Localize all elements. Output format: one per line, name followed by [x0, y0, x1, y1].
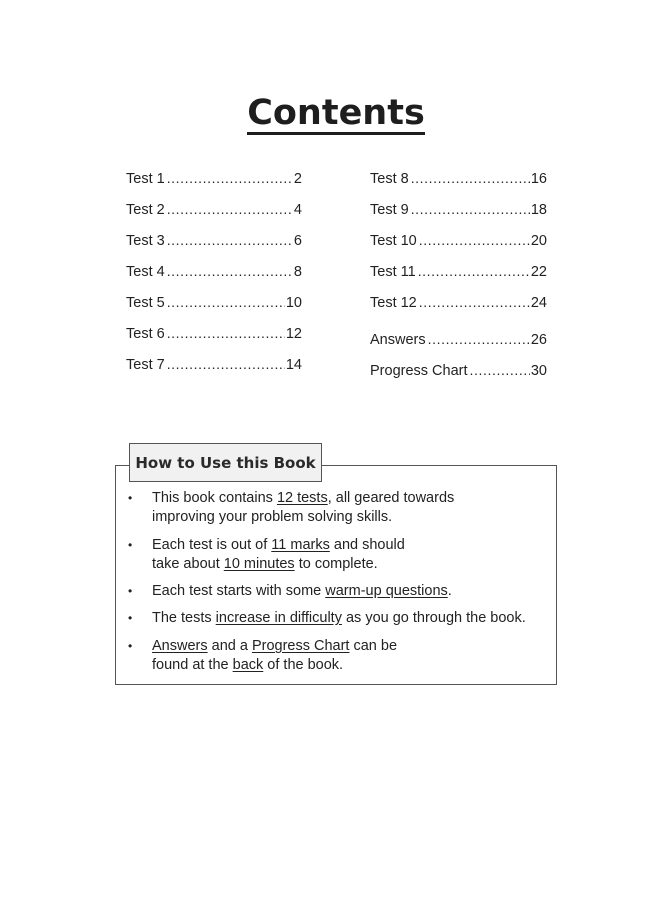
toc-entry[interactable] [126, 232, 302, 252]
toc-entry[interactable] [370, 170, 547, 190]
toc-entry-page: 22 [530, 264, 547, 280]
toc-entry-page: 8 [293, 264, 302, 280]
toc-leader-dots [411, 170, 530, 186]
toc-entry-page: 30 [530, 363, 547, 379]
toc-entry[interactable] [126, 201, 302, 221]
toc-entry[interactable] [126, 325, 302, 345]
toc-entry-label: Test 7 [126, 357, 165, 373]
underlined-text: back [232, 656, 264, 673]
text-run: Each test is out of [152, 537, 272, 553]
toc-entry[interactable] [370, 201, 547, 221]
toc-leader-dots [167, 356, 285, 372]
text-run: to complete. [294, 555, 378, 572]
toc-entry-page: 6 [293, 233, 302, 249]
bullet-icon: • [128, 611, 133, 625]
toc-entry-label: Test 1 [126, 171, 165, 187]
text-run: improving your problem solving skills. [152, 508, 393, 525]
toc-entry-label: Test 5 [126, 295, 165, 311]
toc-leader-dots [167, 170, 293, 186]
underlined-text: warm-up questions [325, 583, 448, 599]
toc-entry[interactable] [370, 362, 547, 382]
toc-entry[interactable] [370, 232, 547, 252]
toc-entry[interactable] [370, 294, 547, 314]
toc-entry-label: Test 12 [370, 295, 417, 311]
text-run: of the book. [263, 656, 344, 673]
toc-leader-dots [167, 232, 293, 248]
toc-entry-label: Test 3 [126, 233, 165, 249]
toc-entry-page: 16 [530, 171, 547, 187]
toc-entry-page: 10 [285, 295, 302, 311]
toc-entry[interactable] [370, 263, 547, 283]
toc-entry-page: 20 [530, 233, 547, 249]
underlined-text: 11 marks [271, 537, 330, 553]
toc-leader-dots [428, 331, 530, 347]
page-title-text: Contents [247, 93, 425, 133]
text-run: and a [207, 638, 252, 654]
toc-leader-dots [419, 232, 530, 248]
toc-leader-dots [167, 201, 293, 217]
toc-entry[interactable] [126, 170, 302, 190]
bullet-icon: • [128, 491, 133, 505]
underlined-text: increase in difficulty [215, 610, 342, 626]
toc-entry-label: Test 2 [126, 202, 165, 218]
toc-leader-dots [470, 362, 530, 378]
list-item-text [152, 609, 548, 628]
toc-entry[interactable] [126, 294, 302, 314]
text-run: found at the [152, 656, 233, 673]
text-run: Each test starts with some [152, 583, 326, 599]
toc-leader-dots [167, 325, 285, 341]
toc-leader-dots [167, 263, 293, 279]
text-run: and should [329, 537, 405, 553]
toc-entry-page: 24 [530, 295, 547, 311]
list-item-text [152, 489, 548, 526]
toc-entry-page: 18 [530, 202, 547, 218]
bullet-icon: • [128, 584, 133, 598]
underlined-text: 10 minutes [223, 555, 295, 572]
text-run: , all geared towards [327, 490, 455, 506]
toc-leader-dots [419, 294, 530, 310]
toc-entry-page: 26 [530, 332, 547, 348]
toc-leader-dots [167, 294, 285, 310]
toc-entry-page: 4 [293, 202, 302, 218]
toc-entry[interactable] [126, 263, 302, 283]
toc-entry-page: 2 [293, 171, 302, 187]
how-to-use-heading-text: How to Use this Book [135, 453, 316, 472]
toc-entry-label: Test 9 [370, 202, 409, 218]
toc-entry-label: Progress Chart [370, 363, 468, 379]
text-run: can be [349, 638, 398, 654]
page-title [0, 93, 660, 135]
toc-entry-page: 12 [285, 326, 302, 342]
underlined-text: Progress Chart [251, 638, 350, 654]
toc-entry-label: Test 8 [370, 171, 409, 187]
list-item-text [152, 536, 548, 573]
underlined-text: 12 tests [276, 490, 328, 506]
text-run: . [447, 583, 452, 599]
toc-entry-label: Test 11 [370, 264, 416, 280]
toc-leader-dots [418, 263, 530, 279]
bullet-icon: • [128, 538, 133, 552]
toc-entry-label: Test 4 [126, 264, 165, 280]
underlined-text: Answers [152, 638, 208, 654]
toc-entry-label: Test 10 [370, 233, 417, 249]
text-run: take about [152, 555, 224, 572]
text-run: The tests [152, 610, 216, 626]
text-run: This book contains [152, 490, 277, 506]
how-to-use-heading [129, 443, 322, 482]
list-item-text [152, 582, 548, 601]
toc-leader-dots [411, 201, 530, 217]
list-item-text [152, 637, 548, 674]
toc-entry-label: Answers [370, 332, 426, 348]
toc-entry-label: Test 6 [126, 326, 165, 342]
toc-entry[interactable] [370, 331, 547, 351]
toc-entry[interactable] [126, 356, 302, 376]
text-run: as you go through the book. [341, 610, 526, 626]
bullet-icon: • [128, 639, 133, 653]
toc-entry-page: 14 [285, 357, 302, 373]
